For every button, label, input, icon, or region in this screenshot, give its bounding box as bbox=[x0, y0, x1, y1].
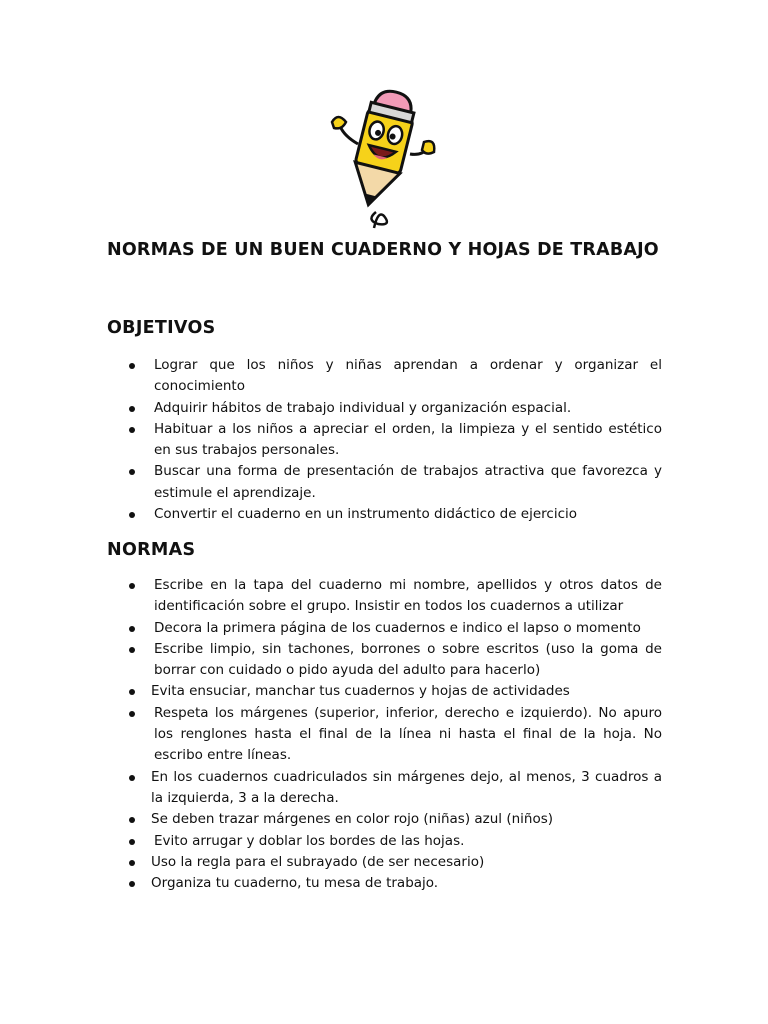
pencil-mascot-illustration bbox=[318, 84, 448, 234]
normas-heading: NORMAS bbox=[107, 540, 196, 560]
list-item: Evito arrugar y doblar los bordes de las hojas. bbox=[127, 831, 662, 852]
document-title: NORMAS DE UN BUEN CUADERNO Y HOJAS DE TRABAJO bbox=[107, 240, 659, 260]
list-item: Habituar a los niños a apreciar el orden, la limpieza y el sentido estético en sus trabajos personales. bbox=[127, 419, 662, 462]
list-item: Convertir el cuaderno en un instrumento didáctico de ejercicio bbox=[127, 504, 662, 525]
list-item: Uso la regla para el subrayado (de ser necesario) bbox=[127, 852, 662, 873]
list-item: Escribe limpio, sin tachones, borrones o sobre escritos (uso la goma de borrar con cuidado o pido ayuda del adulto para hacerlo) bbox=[127, 639, 662, 682]
list-item: Organiza tu cuaderno, tu mesa de trabajo. bbox=[127, 873, 662, 894]
normas-list bbox=[127, 575, 662, 894]
list-item: Adquirir hábitos de trabajo individual y organización espacial. bbox=[127, 398, 662, 419]
objetivos-heading: OBJETIVOS bbox=[107, 318, 216, 338]
list-item: Evita ensuciar, manchar tus cuadernos y hojas de actividades bbox=[127, 681, 662, 702]
list-item: En los cuadernos cuadriculados sin márgenes dejo, al menos, 3 cuadros a la izquierda, 3 a la derecha. bbox=[127, 767, 662, 810]
list-item: Decora la primera página de los cuadernos e indico el lapso o momento bbox=[127, 618, 662, 639]
list-item: Respeta los márgenes (superior, inferior, derecho e izquierdo). No apuro los renglones hasta el final de la línea ni hasta el final de la hoja. No escribo entre líneas. bbox=[127, 703, 662, 767]
list-item: Se deben trazar márgenes en color rojo (niñas) azul (niños) bbox=[127, 809, 662, 830]
list-item: Lograr que los niños y niñas aprendan a ordenar y organizar el conocimiento bbox=[127, 355, 662, 398]
objetivos-list bbox=[127, 355, 662, 525]
smiling-pencil-mascot-icon bbox=[318, 84, 448, 234]
list-item: Escribe en la tapa del cuaderno mi nombre, apellidos y otros datos de identificación sobre el grupo. Insistir en todos los cuadernos a utilizar bbox=[127, 575, 662, 618]
list-item: Buscar una forma de presentación de trabajos atractiva que favorezca y estimule el aprendizaje. bbox=[127, 461, 662, 504]
